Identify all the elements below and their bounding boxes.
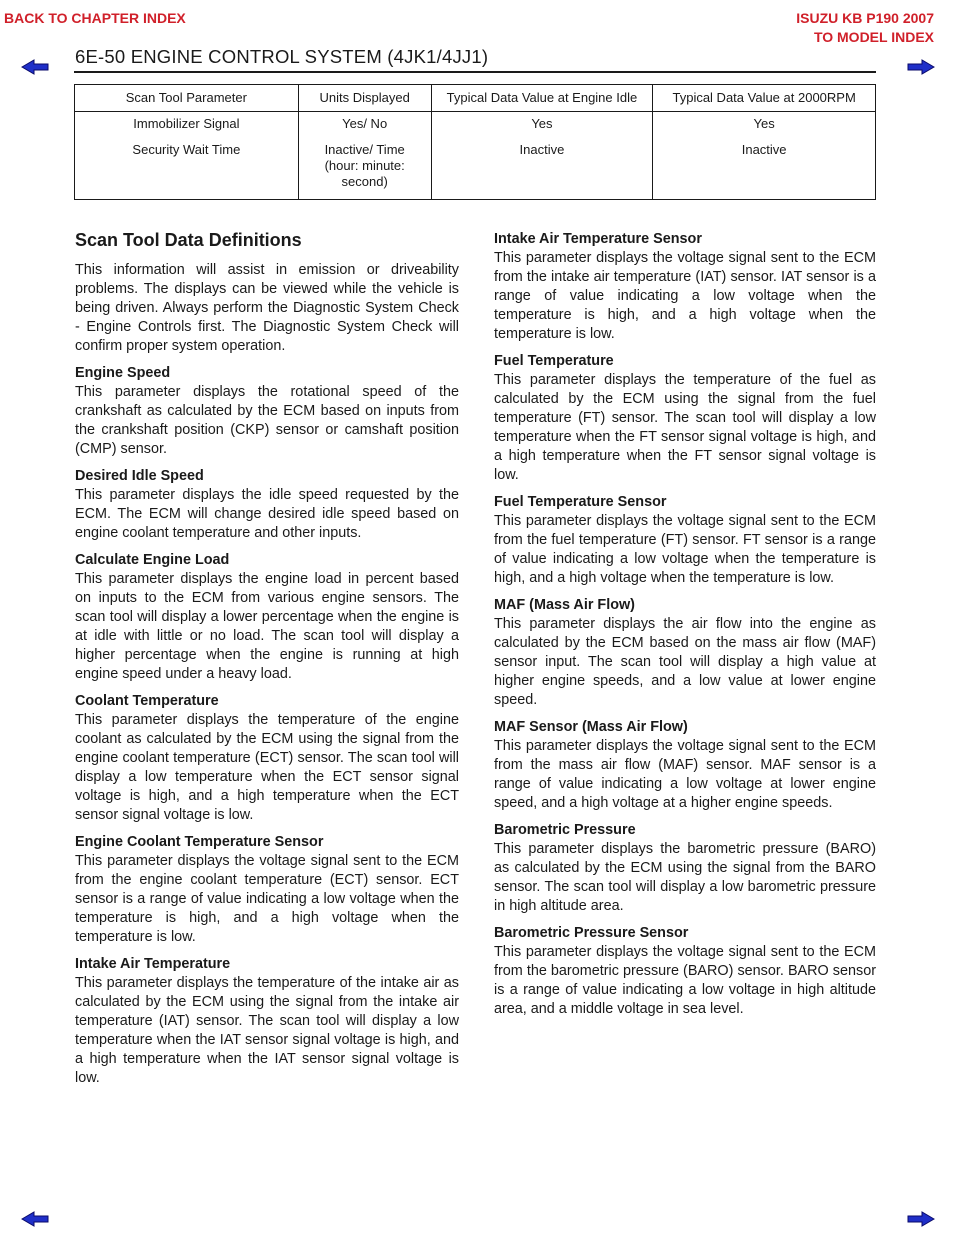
table-row [75, 139, 876, 200]
definition-title: Intake Air Temperature Sensor [494, 231, 702, 247]
next-page-bottom-arrow-icon[interactable] [906, 1210, 936, 1228]
column-header: Scan Tool Parameter [75, 85, 299, 112]
definition-body: This parameter displays the engine load in percent based on inputs to the ECM from various engine sensors. The scan tool will display a lower percentage when the engine is at idle with little or no load. The scan tool will display a higher percentage when the engine is running at high engine speed under a heavy load. [75, 571, 459, 682]
prev-page-bottom-arrow-icon[interactable] [20, 1210, 50, 1228]
table-cell: Yes/ No [298, 112, 431, 139]
table-cell: Security Wait Time [75, 139, 299, 200]
definition-body: This parameter displays the idle speed requested by the ECM. The ECM will change desired idle speed based on engine coolant temperature and other inputs. [75, 487, 459, 541]
left-column [75, 229, 459, 1096]
definition-title: Intake Air Temperature [75, 956, 231, 972]
definition-item [494, 924, 876, 1019]
column-header: Typical Data Value at Engine Idle [431, 85, 653, 112]
definition-title: Barometric Pressure Sensor [494, 925, 689, 941]
definition-title: Calculate Engine Load [75, 552, 230, 568]
section-title: Scan Tool Data Definitions [75, 230, 302, 250]
definition-title: MAF Sensor (Mass Air Flow) [494, 719, 688, 735]
definition-body: This parameter displays the rotational speed of the crankshaft as calculated by the ECM based on inputs from the crankshaft position (CKP) sensor or camshaft position (CMP) sensor. [75, 384, 459, 457]
table-cell: Inactive [653, 139, 876, 200]
right-column [494, 230, 876, 1027]
table-cell: Yes [431, 112, 653, 139]
definition-body: This parameter displays the temperature of the engine coolant as calculated by the ECM using the signal from the engine coolant temperature (ECT) sensor. The scan tool will display a low temperature when the ECT sensor signal voltage is high, and a high temperature when the ECT sensor signal voltage is low. [75, 712, 459, 823]
definition-title: Barometric Pressure [494, 822, 636, 838]
definition-item [75, 364, 459, 459]
table-cell: Yes [653, 112, 876, 139]
intro-paragraph: This information will assist in emission or driveability problems. The displays can be viewed while the vehicle is being driven. Always perform the Diagnostic System Check - Engine Controls first. The Diagnostic System Check will confirm proper system operation. [75, 262, 459, 354]
definition-item [494, 352, 876, 485]
definition-title: Engine Speed [75, 365, 171, 381]
scan-tool-parameter-table [74, 84, 876, 200]
definition-body: This parameter displays the voltage signal sent to the ECM from the fuel temperature (FT) sensor. FT sensor is a range of value indicating a low voltage when the temperature is high, and a high voltage when the temperature is low. [494, 513, 876, 586]
definition-item [75, 551, 459, 684]
table-cell: Immobilizer Signal [75, 112, 299, 139]
definition-item [494, 718, 876, 813]
definition-item [75, 955, 459, 1088]
model-title-link[interactable]: ISUZU KB P190 2007 [796, 10, 934, 26]
definition-item [494, 821, 876, 916]
definition-body: This parameter displays the air flow into the engine as calculated by the ECM based on the mass air flow (MAF) sensor input. The scan tool will display a high value at higher engine speeds, and a low value at lower engine speed. [494, 616, 876, 708]
page-header-title: 6E-50 ENGINE CONTROL SYSTEM (4JK1/4JJ1) [75, 46, 489, 67]
column-header: Units Displayed [298, 85, 431, 112]
table-cell: Inactive [431, 139, 653, 200]
back-to-chapter-index-link[interactable]: BACK TO CHAPTER INDEX [4, 10, 186, 26]
definition-body: This parameter displays the voltage signal sent to the ECM from the mass air flow (MAF) sensor. MAF sensor is a range of value indicating a low voltage at lower engine speed, and a high voltage at a higher engine speeds. [494, 738, 876, 811]
definition-body: This parameter displays the barometric pressure (BARO) as calculated by the ECM using the signal from the BARO sensor. The scan tool will display a low barometric pressure in high altitude area. [494, 841, 876, 914]
definition-title: Fuel Temperature Sensor [494, 494, 667, 510]
header-rule [74, 71, 876, 73]
definition-title: Desired Idle Speed [75, 468, 204, 484]
to-model-index-link[interactable]: TO MODEL INDEX [813, 29, 934, 45]
definition-item [75, 833, 459, 947]
definition-item [494, 230, 876, 344]
definition-item [75, 467, 459, 543]
definition-item [75, 692, 459, 825]
definition-title: Coolant Temperature [75, 693, 219, 709]
prev-page-arrow-icon[interactable] [20, 58, 50, 76]
definition-body: This parameter displays the temperature of the intake air as calculated by the ECM using the signal from the intake air temperature (IAT) sensor. The scan tool will display a low temperature when the IAT sensor signal voltage is high, and a high temperature when the IAT sensor signal voltage is low. [75, 975, 459, 1086]
definition-title: Fuel Temperature [494, 353, 614, 369]
definition-body: This parameter displays the voltage signal sent to the ECM from the intake air temperature (IAT) sensor. IAT sensor is a range of value indicating a low voltage when the temperature is high, and a high voltage when the temperature is low. [494, 250, 876, 342]
definition-item [494, 596, 876, 710]
definition-title: Engine Coolant Temperature Sensor [75, 834, 324, 850]
definition-body: This parameter displays the voltage signal sent to the ECM from the barometric pressure (BARO) sensor. BARO sensor is a range of value indicating a low voltage in high altitude area, and a middle voltage in sea level. [494, 944, 876, 1017]
column-header: Typical Data Value at 2000RPM [653, 85, 876, 112]
definition-body: This parameter displays the temperature of the fuel as calculated by the ECM using the signal from the fuel temperature (FT) sensor. The scan tool will display a low temperature when the FT sensor signal voltage is high, and a high temperature when the FT sensor signal voltage is low. [494, 372, 876, 483]
table-cell: Inactive/ Time (hour: minute: second) [298, 139, 431, 200]
definition-item [494, 493, 876, 588]
table-row [75, 112, 876, 139]
next-page-arrow-icon[interactable] [906, 58, 936, 76]
definition-title: MAF (Mass Air Flow) [494, 597, 635, 613]
definition-body: This parameter displays the voltage signal sent to the ECM from the engine coolant temperature (ECT) sensor. ECT sensor is a range of value indicating a low voltage when the temperature is high, and a high voltage when the temperature is low. [75, 853, 459, 945]
